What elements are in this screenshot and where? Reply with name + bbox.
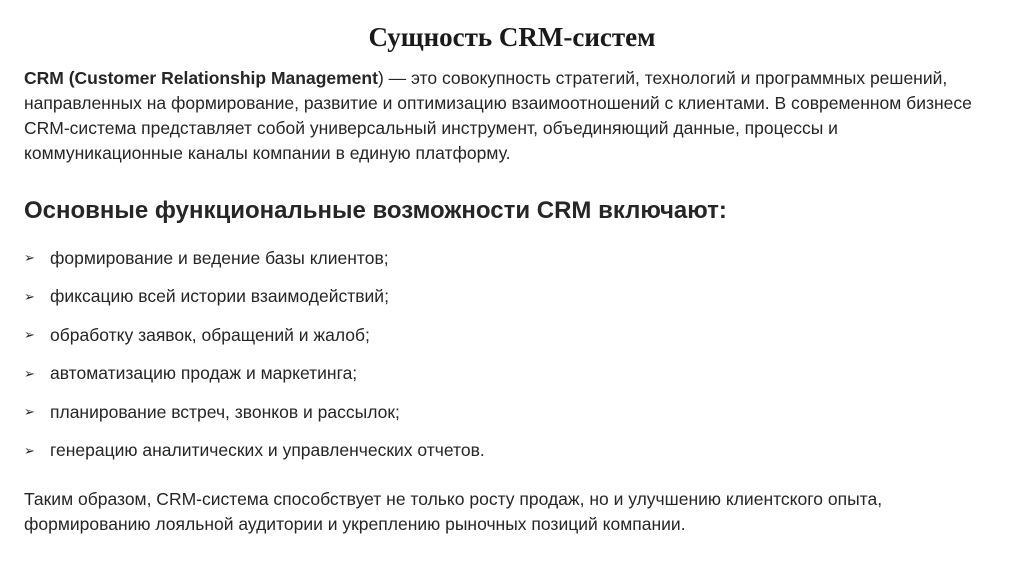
list-item-text: формирование и ведение базы клиентов;: [50, 247, 389, 268]
list-item: [24, 393, 999, 432]
slide-title: Сущность CRM-систем: [368, 22, 656, 52]
arrow-bullet-icon: ➢: [24, 288, 35, 304]
list-item: [24, 316, 999, 355]
arrow-bullet-icon: ➢: [24, 365, 35, 381]
list-item: [24, 239, 999, 278]
list-item: [24, 355, 999, 394]
list-item-text: автоматизацию продаж и маркетинга;: [50, 363, 358, 384]
list-item-text: обработку заявок, обращений и жалоб;: [50, 324, 370, 345]
list-item-text: генерацию аналитических и управленческих отчетов.: [50, 440, 485, 461]
section-heading: Основные функциональные возможности CRM включают:: [24, 197, 727, 224]
arrow-bullet-icon: ➢: [24, 327, 35, 343]
feature-list: [24, 239, 999, 470]
conclusion-paragraph: Таким образом, CRM-система способствует не только росту продаж, но и улучшению клиентского опыта, формированию лояльной аудитории и укреплению рыночных позиций компании.: [24, 489, 883, 534]
intro-term: CRM (Customer Relationship Management: [24, 68, 378, 88]
list-item: [24, 432, 999, 471]
list-item: [24, 278, 999, 317]
list-item-text: планирование встреч, звонков и рассылок;: [50, 401, 400, 422]
arrow-bullet-icon: ➢: [24, 442, 35, 458]
arrow-bullet-icon: ➢: [24, 250, 35, 266]
list-item-text: фиксацию всей истории взаимодействий;: [50, 286, 389, 307]
arrow-bullet-icon: ➢: [24, 404, 35, 420]
intro-text: ) — это совокупность стратегий, технологий и программных решений, направленных на формирование, развитие и оптимизацию взаимоотношений с клиентами. В современном бизнесе CRM-система представляет собой универсальный инструмент, объединяющий данные, процессы и коммуникационные каналы компании в единую платформу.: [24, 68, 972, 163]
intro-paragraph: [24, 66, 999, 166]
